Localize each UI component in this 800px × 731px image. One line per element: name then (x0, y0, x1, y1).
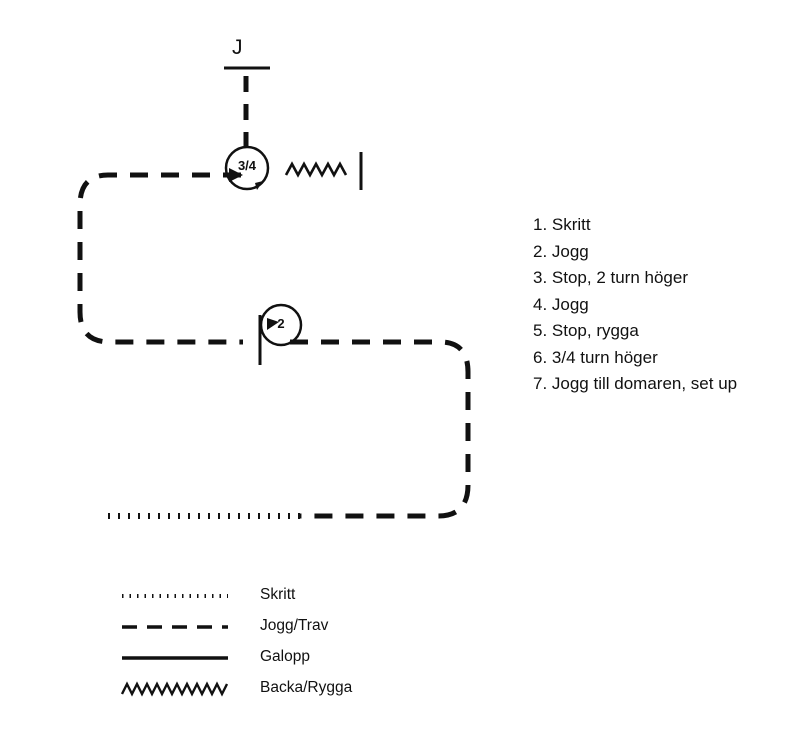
legend-label: Jogg/Trav (260, 617, 329, 634)
legend-row (120, 645, 450, 676)
legend-row (120, 676, 450, 707)
three-quarter-turn-arrowhead (255, 181, 263, 190)
legend-label: Galopp (260, 648, 310, 665)
two-turn-label: 2 (277, 316, 285, 331)
rygga-zigzag-segment (286, 164, 346, 175)
judge-label: J (232, 36, 243, 59)
legend-label: Skritt (260, 586, 296, 603)
legend-sample-zigzag-icon (120, 676, 230, 702)
three-quarter-turn-label: 3/4 (237, 158, 257, 173)
step-item: 3. Stop, 2 turn höger (533, 268, 688, 287)
legend-row (120, 583, 450, 614)
legend-sample-dotted-icon (120, 583, 230, 609)
path-segment-upper-loop (80, 175, 243, 342)
legend-label: Backa/Rygga (260, 679, 353, 696)
step-item: 5. Stop, rygga (533, 321, 639, 340)
step-item: 1. Skritt (533, 215, 591, 234)
step-item: 2. Jogg (533, 241, 589, 261)
step-item: 4. Jogg (533, 294, 589, 314)
pattern-steps-list (533, 212, 793, 398)
step-item: 7. Jogg till domaren, set up (533, 374, 738, 393)
legend (120, 583, 450, 707)
legend-row (120, 614, 450, 645)
legend-sample-solid-icon (120, 645, 230, 671)
path-segment-lower-loop (290, 342, 468, 516)
step-item: 6. 3/4 turn höger (533, 347, 658, 367)
legend-sample-dashed-icon (120, 614, 230, 640)
